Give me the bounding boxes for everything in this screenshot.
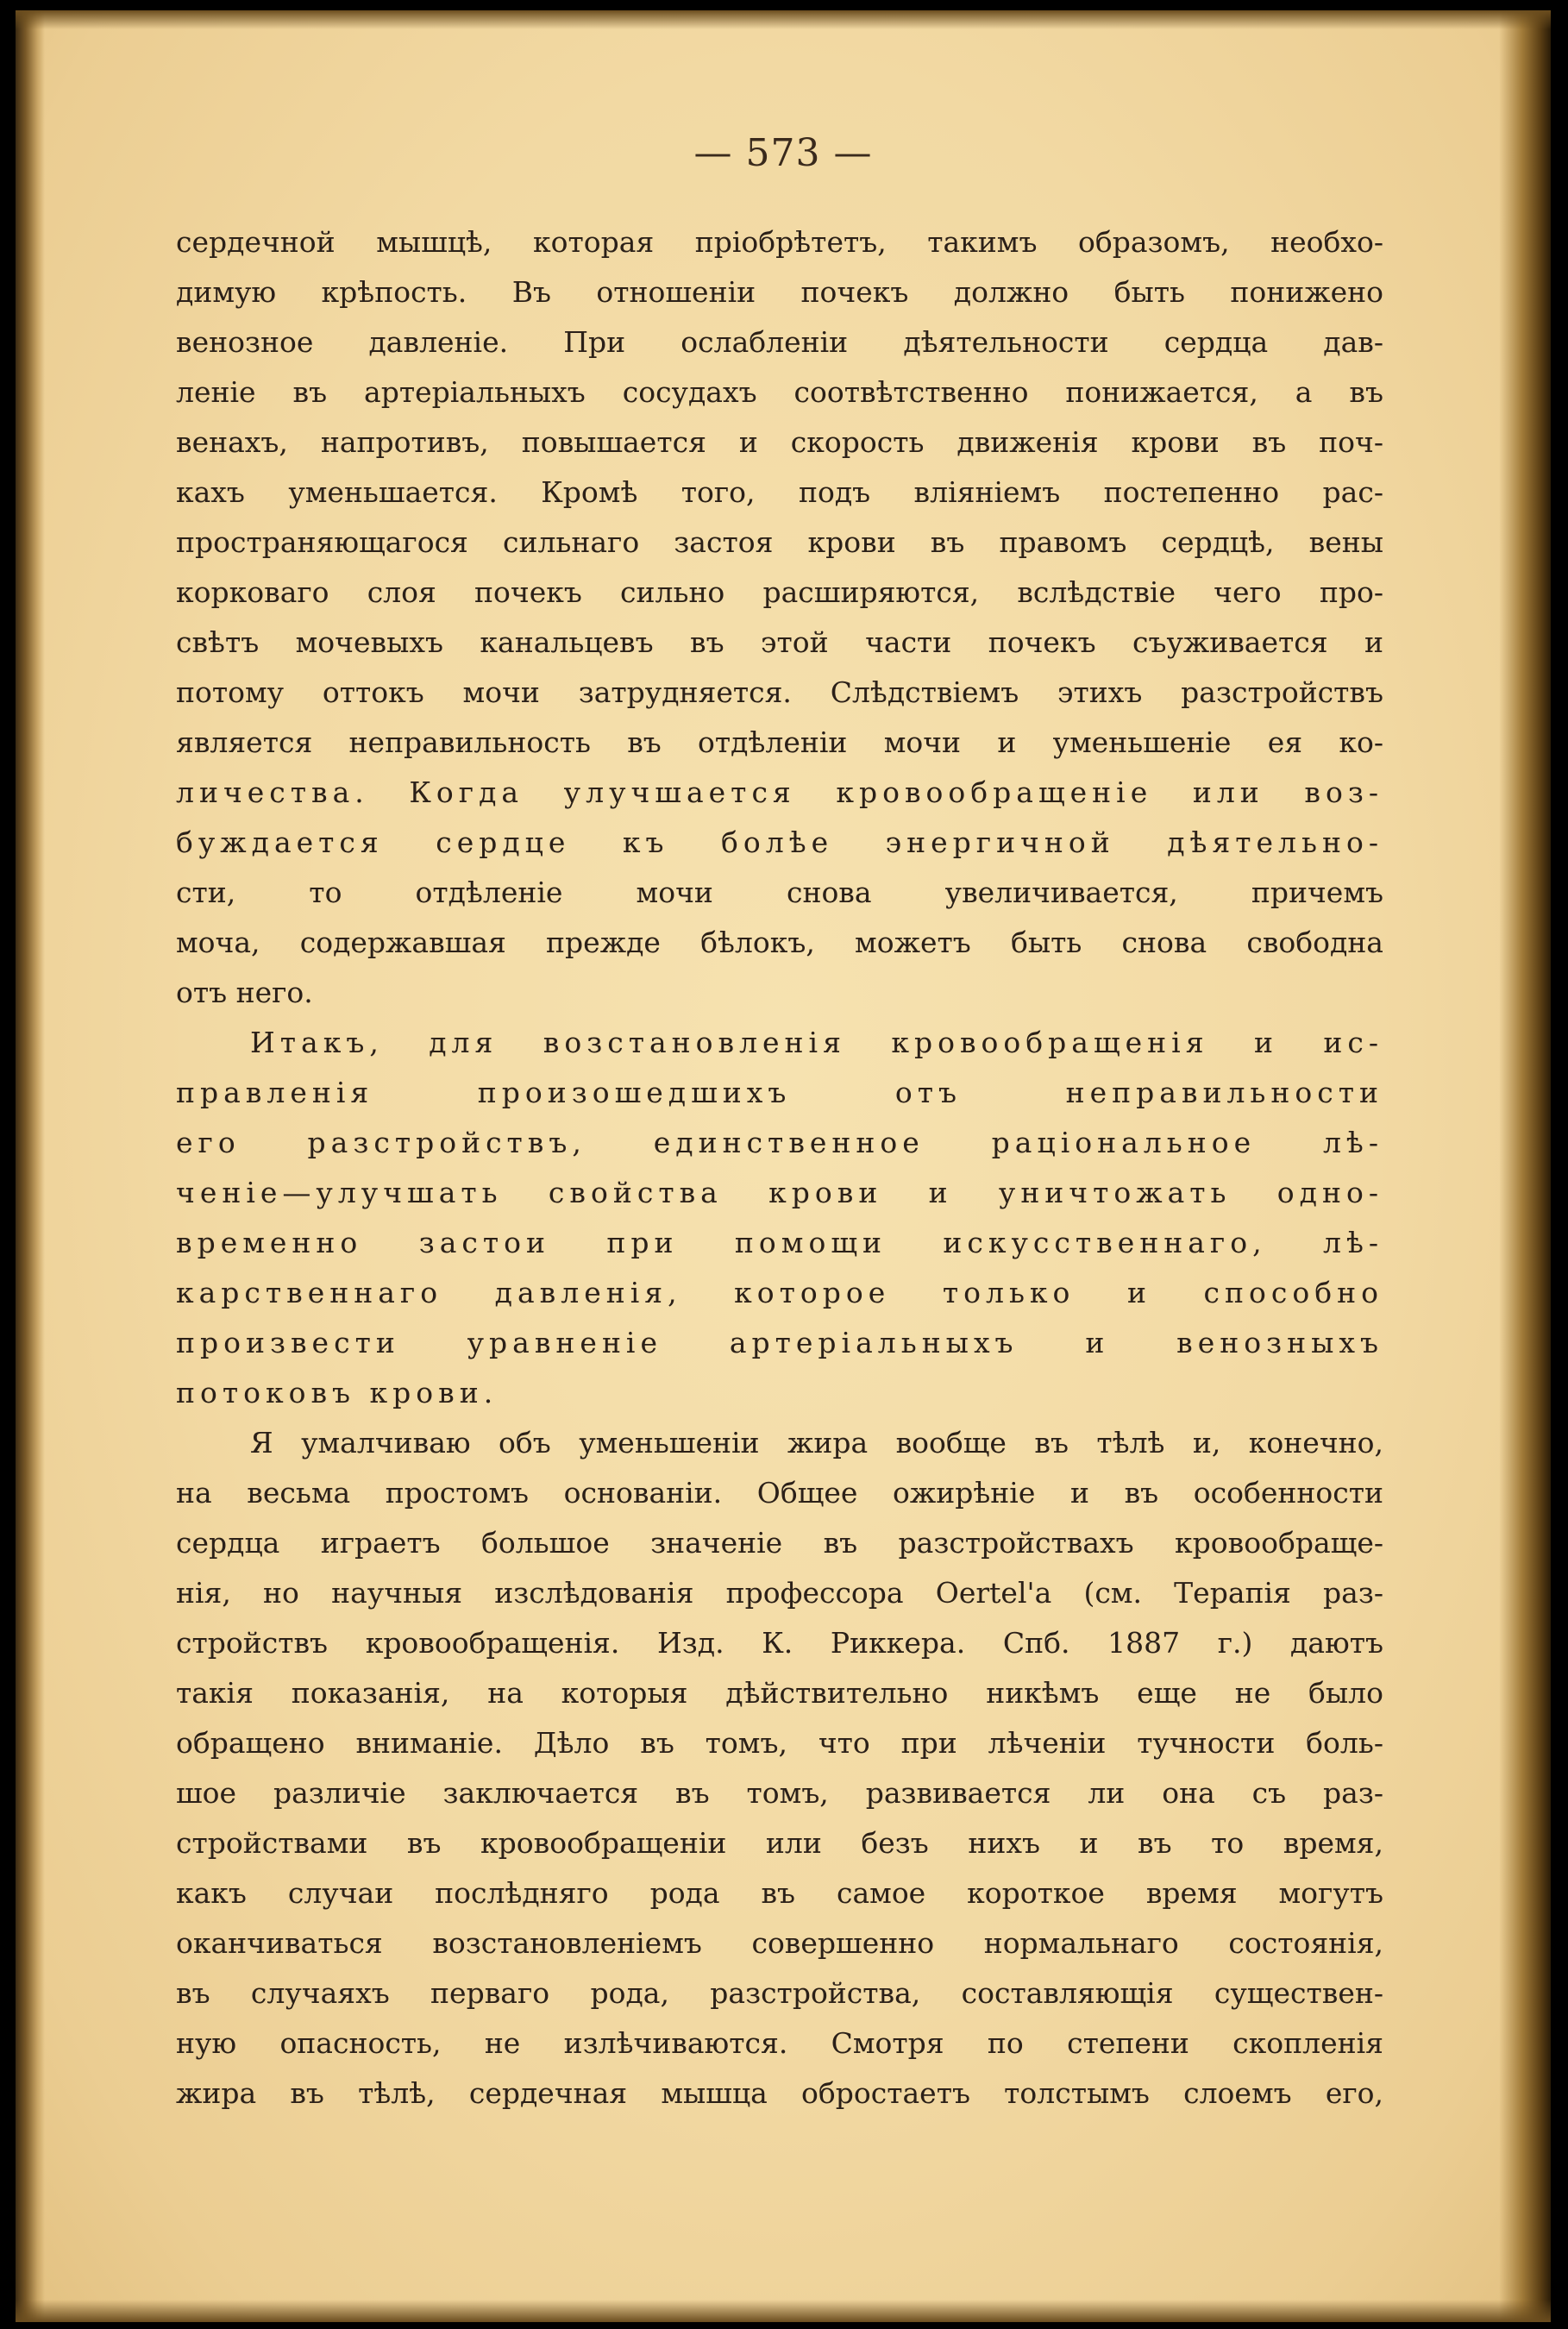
page-edge-bottom-shadow xyxy=(16,2300,1551,2322)
text-line: жира въ тѣлѣ, сердечная мышца обростаетъ толстымъ слоемъ его, xyxy=(176,2076,1383,2110)
page-edge-top-shadow xyxy=(16,10,1551,29)
text-line: сти, то отдѣленіе мочи снова увеличивается, причемъ xyxy=(176,876,1383,909)
text-line: нія, но научныя изслѣдованія профессора Oertel'а (см. Терапія раз- xyxy=(176,1576,1383,1610)
text-line: корковаго слоя почекъ сильно расширяются, вслѣдствіе чего про- xyxy=(176,575,1383,609)
text-line: сердца играетъ большое значеніе въ разстройствахъ кровообраще- xyxy=(176,1526,1383,1560)
page-edge-right-shadow xyxy=(1499,10,1551,2322)
text-line: пространяющагося сильнаго застоя крови въ правомъ сердцѣ, вены xyxy=(176,525,1383,559)
text-line: произвести уравненіе артеріальныхъ и венозныхъ xyxy=(176,1326,1383,1359)
text-line: такія показанія, на которыя дѣйствительно никѣмъ еще не было xyxy=(176,1676,1383,1710)
page-edge-left-shadow xyxy=(16,10,45,2322)
text-line: является неправильность въ отдѣленіи мочи и уменьшеніе ея ко- xyxy=(176,725,1383,759)
text-line: отъ него. xyxy=(176,976,313,1009)
text-line: его разстройствъ, единственное раціональное лѣ- xyxy=(176,1126,1383,1159)
text-line: ченіе—улучшать свойства крови и уничтожать одно- xyxy=(176,1176,1383,1209)
text-line: Я умалчиваю объ уменьшеніи жира вообще въ тѣлѣ и, конечно, xyxy=(250,1426,1383,1460)
text-line: сердечной мышцѣ, которая пріобрѣтетъ, такимъ образомъ, необхо- xyxy=(176,225,1383,259)
text-line: Итакъ, для возстановленія кровообращенія и ис- xyxy=(250,1026,1383,1059)
text-line: на весьма простомъ основаніи. Общее ожирѣніе и въ особенности xyxy=(176,1476,1383,1510)
text-line: правленія произошедшихъ отъ неправильности xyxy=(176,1076,1383,1109)
text-line: венозное давленіе. При ослабленіи дѣятельности сердца дав- xyxy=(176,325,1383,359)
text-line: шое различіе заключается въ томъ, развивается ли она съ раз- xyxy=(176,1776,1383,1810)
text-line: кахъ уменьшается. Кромѣ того, подъ вліяніемъ постепенно рас- xyxy=(176,475,1383,509)
page-number: — 573 — xyxy=(693,131,873,175)
text-line: временно застои при помощи искусственнаго, лѣ- xyxy=(176,1226,1383,1259)
text-line: личества. Когда улучшается кровообращеніе или воз- xyxy=(176,775,1383,809)
text-line: потому оттокъ мочи затрудняется. Слѣдствіемъ этихъ разстройствъ xyxy=(176,675,1383,709)
text-line: димую крѣпость. Въ отношеніи почекъ должно быть понижено xyxy=(176,275,1383,309)
text-line: карственнаго давленія, которое только и способно xyxy=(176,1276,1383,1309)
text-line: моча, содержавшая прежде бѣлокъ, можетъ быть снова свободна xyxy=(176,926,1383,959)
text-line: оканчиваться возстановленіемъ совершенно нормальнаго состоянія, xyxy=(176,1926,1383,1960)
text-line: стройствами въ кровообращеніи или безъ нихъ и въ то время, xyxy=(176,1826,1383,1860)
text-line: обращено вниманіе. Дѣло въ томъ, что при лѣченіи тучности боль- xyxy=(176,1726,1383,1760)
text-line: свѣтъ мочевыхъ канальцевъ въ этой части почекъ съуживается и xyxy=(176,625,1383,659)
text-line: стройствъ кровообращенія. Изд. К. Риккера. Спб. 1887 г.) даютъ xyxy=(176,1626,1383,1660)
text-body xyxy=(176,217,1383,2119)
text-line: какъ случаи послѣдняго рода въ самое короткое время могутъ xyxy=(176,1876,1383,1910)
text-line: потоковъ крови. xyxy=(176,1376,499,1409)
text-line: ную опасность, не излѣчиваются. Смотря по степени скопленія xyxy=(176,2026,1383,2060)
text-line: въ случаяхъ перваго рода, разстройства, составляющія существен- xyxy=(176,1976,1383,2010)
text-line: леніе въ артеріальныхъ сосудахъ соотвѣтственно понижается, а въ xyxy=(176,375,1383,409)
text-line: венахъ, напротивъ, повышается и скорость движенія крови въ поч- xyxy=(176,425,1383,459)
book-page xyxy=(16,10,1551,2322)
text-line: буждается сердце къ болѣе энергичной дѣятельно- xyxy=(176,826,1383,859)
